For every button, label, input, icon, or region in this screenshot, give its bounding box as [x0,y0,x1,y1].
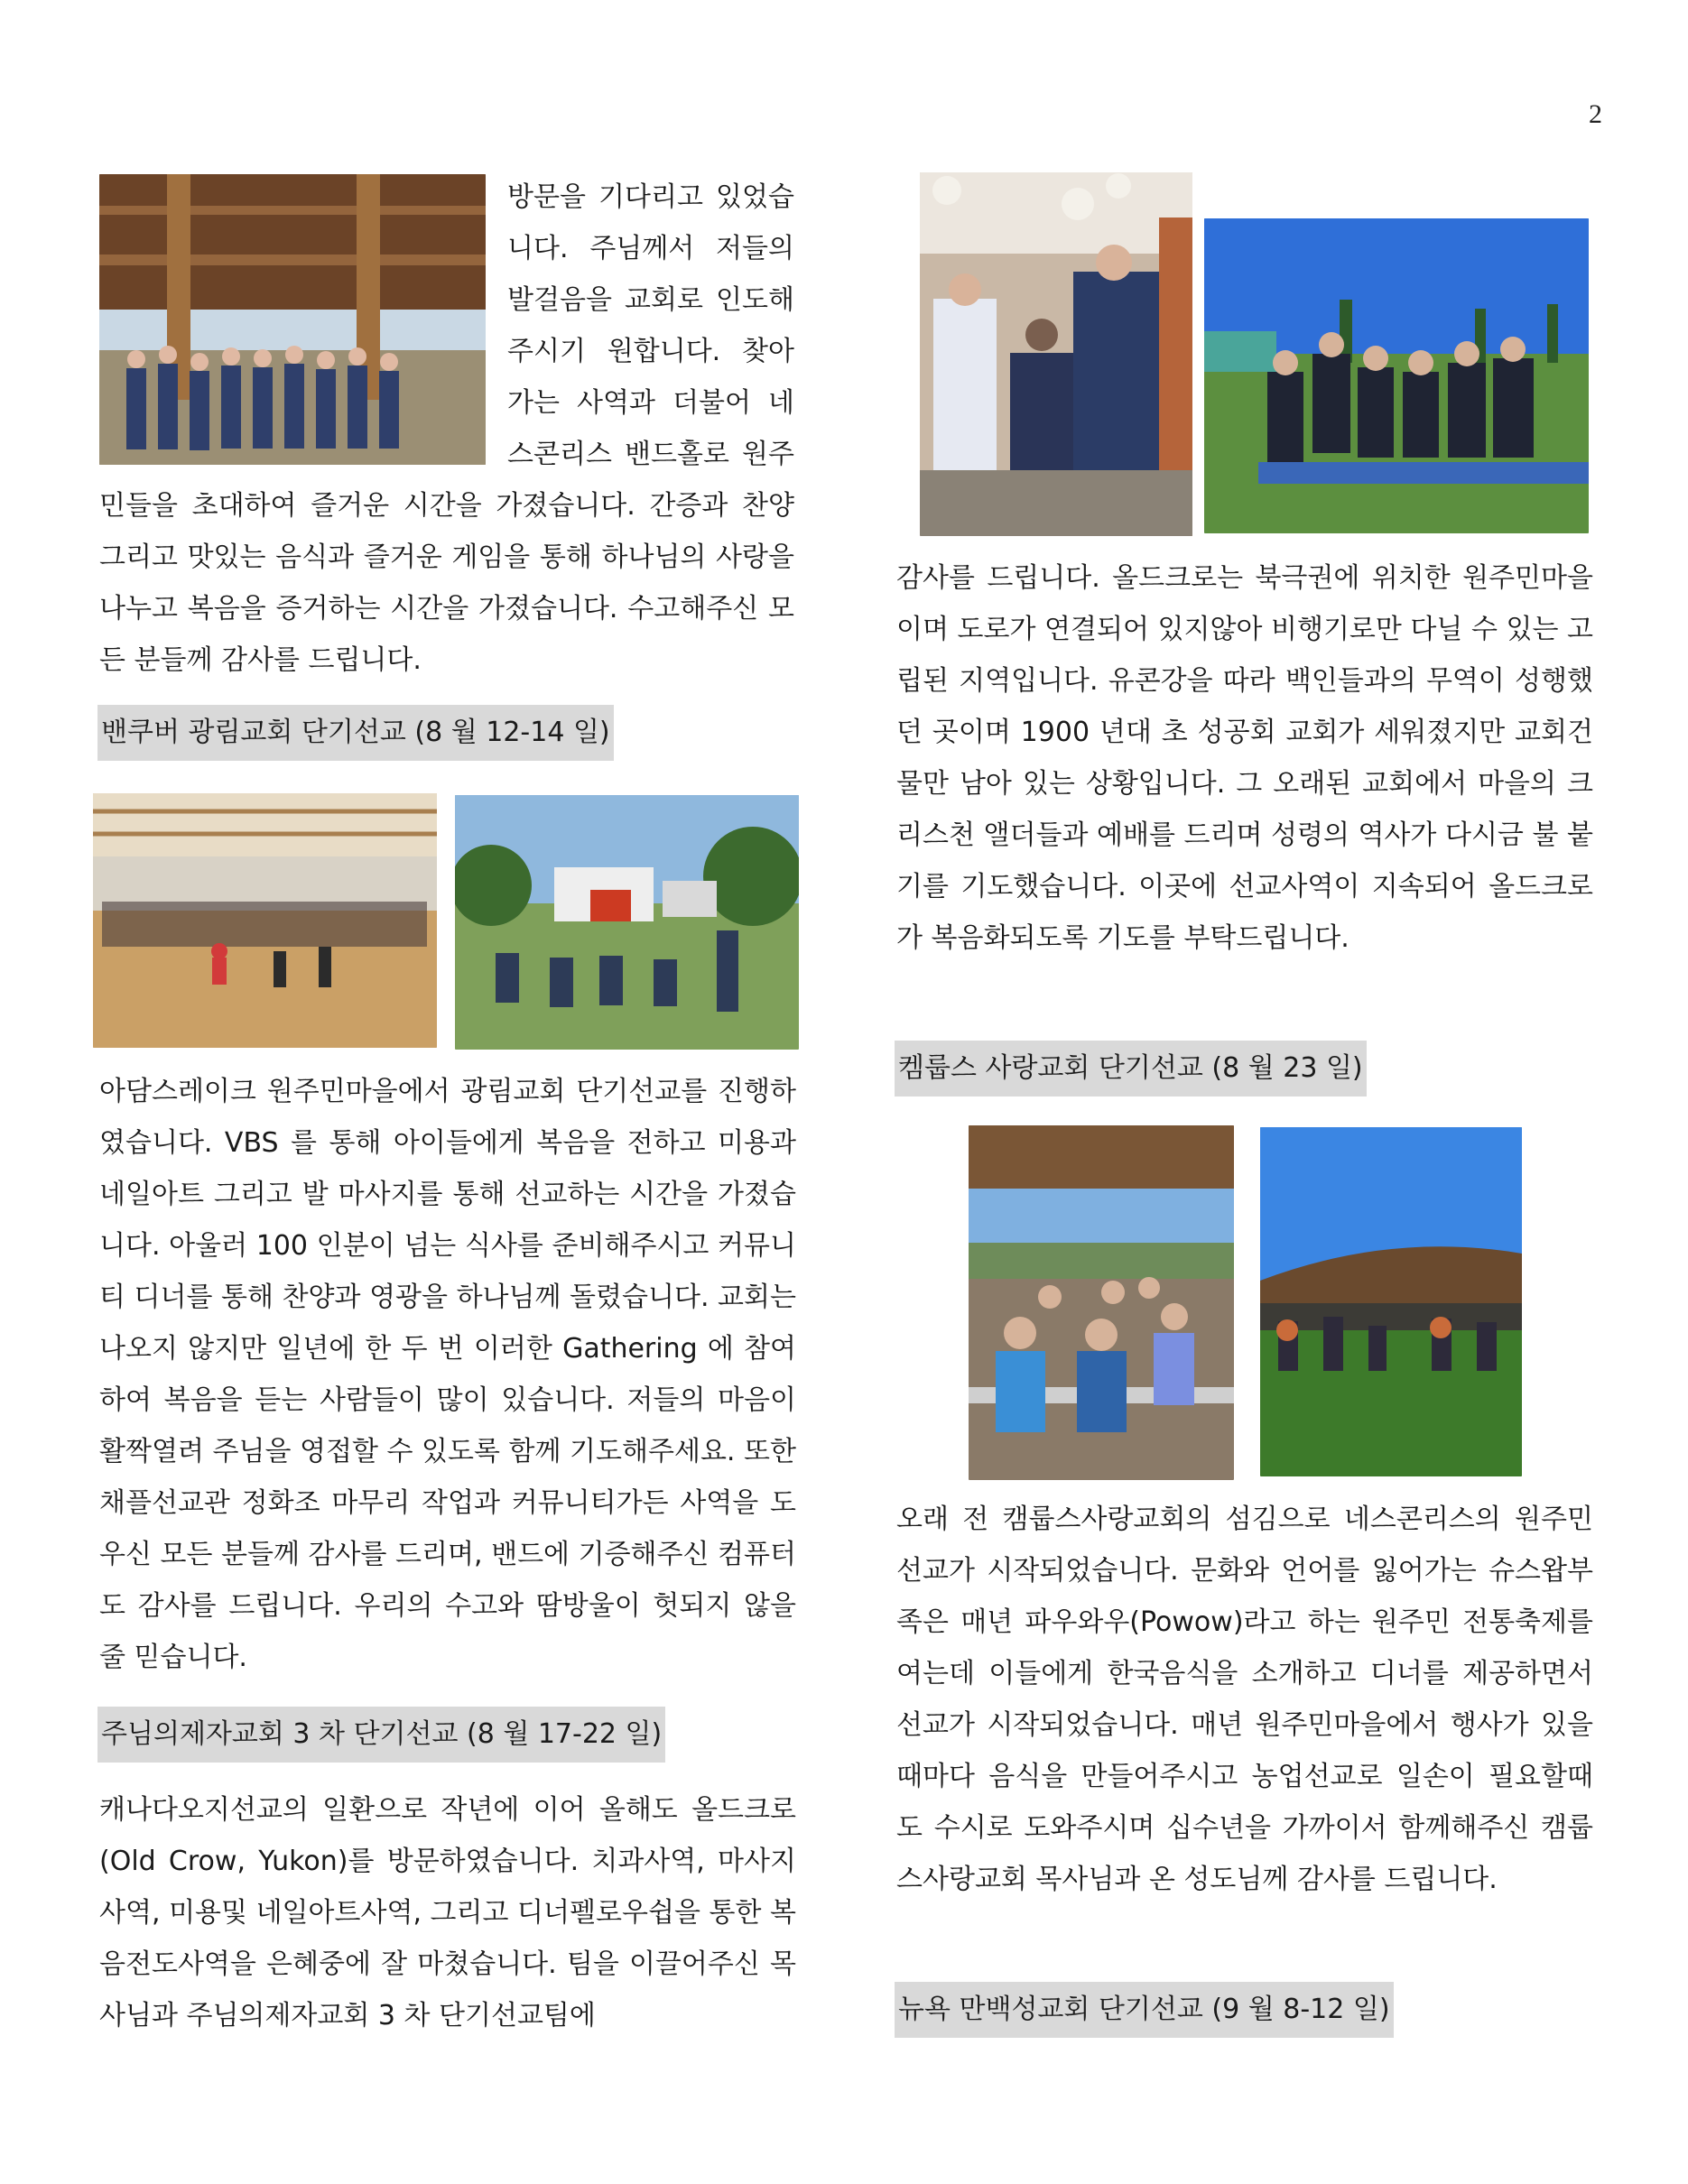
heading-vancouver-mission: 밴쿠버 광림교회 단기선교 (8 월 12-14 일) [97,705,614,761]
kamloops-paragraph: 오래 전 캠룹스사랑교회의 섬김으로 네스콘리스의 원주민선교가 시작되었습니다. 문화와 언어를 잃어가는 슈스왑부족은 매년 파우와우(Powow)라고 하는 원주민 전통축제를 여는데 이들에게 한국음식을 소개하고 디너를 제공하면서 선교가 시작되었습니다. 매년 원주민마을에서 행사가 있을 때마다 음식을 만들어주시고 농업선교로 일손이 필요할때도 수시로 도와주시며 십수년을 가까이서 함께해주신 캠룹스사랑교회 목사님과 온 성도님께 감사를 드립니다. [896,1504,1593,1895]
photo-powwow-dance [1260,1127,1522,1476]
disciples-paragraph: 캐나다오지선교의 일환으로 작년에 이어 올해도 올드크로(Old Crow, Yukon)를 방문하였습니다. 치과사역, 마사지사역, 미용및 네일아트사역, 그리고 디너펠로우쉽을 통한 복음전도사역을 은혜중에 잘 마쳤습니다. 팀을 이끌어주신 목사님과 주님의제자교회 3 차 단기선교팀에 [99,1794,796,2031]
photo-powwow-group [969,1125,1234,1480]
photo-prayer-circle [920,172,1192,536]
photo-garden-team [455,795,799,1050]
heading-kamloops-mission: 켐룹스 사랑교회 단기선교 (8 월 23 일) [895,1041,1367,1097]
heading-newyork-mission: 뉴욕 만백성교회 단기선교 (9 월 8-12 일) [895,1982,1394,2038]
photo-gym-dinner [93,793,437,1048]
oldcrow-paragraph: 감사를 드립니다. 올드크로는 북극권에 위치한 원주민마을이며 도로가 연결되어 있지않아 비행기로만 다닐 수 있는 고립된 지역입니다. 유콘강을 따라 백인들과의 무역이 성행했던 곳이며 1900 년대 초 성공회 교회가 세워졌지만 교회건물만 남아 있는 상황입니다. 그 오래된 교회에서 마을의 크리스천 앨더들과 예배를 드리며 성령의 역사가 다시금 불 붙기를 기도했습니다. 이곳에 선교사역이 지속되어 올드크로가 복음화되도록 기도를 부탁드립니다. [896,562,1593,954]
vancouver-paragraph: 아담스레이크 원주민마을에서 광림교회 단기선교를 진행하였습니다. VBS 를 통해 아이들에게 복음을 전하고 미용과 네일아트 그리고 발 마사지를 통해 선교하는 시간을 가졌습니다. 아울러 100 인분이 넘는 식사를 준비해주시고 커뮤니티 디너를 통해 찬양과 영광을 하나님께 돌렸습니다. 교회는 나오지 않지만 일년에 한 두 번 이러한 Gathering 에 참여하여 복음을 듣는 사람들이 많이 있습니다. 저들의 마음이 활짝열려 주님을 영접할 수 있도록 함께 기도해주세요. 또한 채플선교관 정화조 마무리 작업과 커뮤니티가든 사역을 도우신 모든 분들께 감사를 드리며, 밴드에 기증해주신 컴퓨터도 감사를 드립니다. 우리의 수고와 땀방울이 헛되지 않을 줄 믿습니다. [99,1076,796,1673]
heading-disciples-mission: 주님의제자교회 3 차 단기선교 (8 월 17-22 일) [97,1707,665,1763]
photo-group-bench [1204,218,1589,533]
intro-paragraph: 방문을 기다리고 있었습니다. 주님께서 저들의 발걸음을 교회로 인도해주시기 원합니다. 찾아가는 사역과 더불어 네스콘리스 밴드홀로 원주민들을 초대하여 즐거운 시간을 가졌습니다. 간증과 찬양 그리고 맛있는 음식과 즐거운 게임을 통해 하나님의 사랑을 나누고 복음을 증거하는 시간을 가졌습니다. 수고해주신 모든 분들께 감사를 드립니다. [99,181,794,676]
page-number: 2 [1589,99,1602,129]
